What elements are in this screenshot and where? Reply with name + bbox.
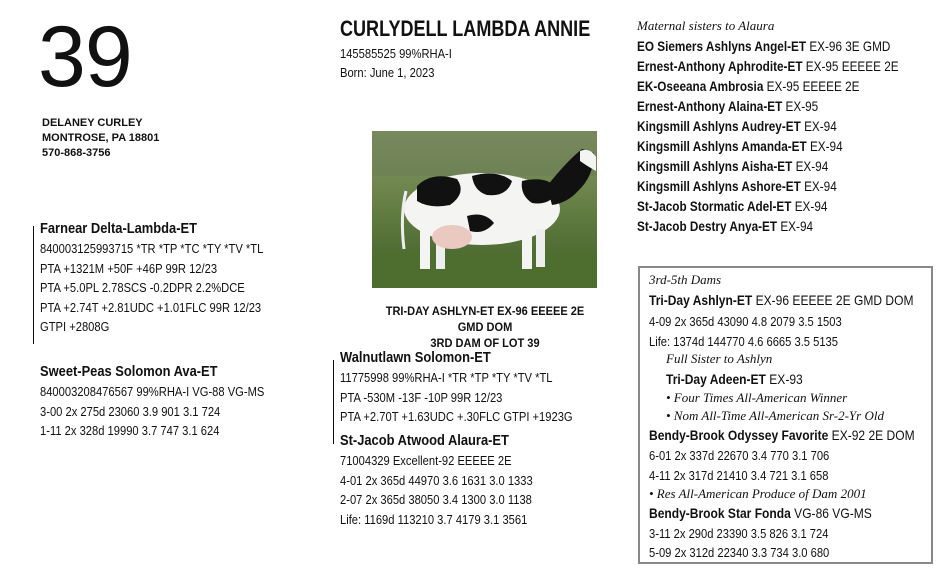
sister-item [637, 116, 899, 136]
sire-bracket [33, 226, 34, 344]
sister-name: St-Jacob Stormatic Adel-ET [637, 198, 792, 214]
consignor-location: MONTROSE, PA 18801 [42, 132, 160, 144]
sister-name: Kingsmill Ashlyns Audrey-ET [637, 118, 801, 134]
sire-line: PTA +5.0PL 2.78SCS -0.2DPR 2.2%DCE [40, 280, 245, 296]
ashlyn-score: EX-96 EEEEE 2E GMD DOM [755, 292, 914, 308]
sister-item [637, 96, 899, 116]
animal-name: CURLYDELL LAMBDA ANNIE [340, 16, 591, 41]
adeen-name: Tri-Day Adeen-ET [666, 371, 766, 387]
sister-score: EX-95 [785, 98, 819, 114]
sister-item [637, 136, 899, 156]
consignor-name: DELANEY CURLEY [42, 117, 143, 129]
sister-score: EX-94 [809, 138, 843, 154]
sire-name: Farnear Delta-Lambda-ET [40, 220, 197, 237]
adeen-note: • Four Times All-American Winner [666, 390, 848, 405]
dam-line: 1-11 2x 328d 19990 3.7 747 3.1 624 [40, 423, 220, 439]
sister-name: Kingsmill Ashlyns Aisha-ET [637, 158, 793, 174]
sister-name: Ernest-Anthony Aphrodite-ET [637, 58, 803, 74]
adeen-score: EX-93 [769, 371, 803, 387]
full-sister-note: Full Sister to Ashlyn [666, 351, 773, 366]
sister-item [637, 196, 899, 216]
sister-score: EX-94 [804, 118, 837, 134]
sister-score: EX-95 EEEEE 2E [766, 78, 860, 94]
sire-line: 840003125993715 *TR *TP *TC *TY *TV *TL [40, 241, 264, 256]
dam-sire-line: PTA -530M -13F -10P 99R 12/23 [340, 389, 503, 405]
animal-id: 145585525 99%RHA-I [340, 46, 452, 61]
granddam-name: St-Jacob Atwood Alaura-ET [340, 432, 509, 449]
animal-born: Born: June 1, 2023 [340, 65, 435, 80]
ashlyn-header [649, 291, 914, 311]
sister-item [637, 56, 899, 76]
photo-caption-line1: TRI-DAY ASHLYN-ET EX-96 EEEEE 2E GMD DOM [385, 304, 585, 334]
sister-name: EK-Oseeana Ambrosia [637, 78, 764, 94]
sire-line: PTA +2.74T +2.81UDC +1.01FLC 99R 12/23 [40, 299, 262, 315]
sire-block [40, 219, 300, 337]
dam-name: Sweet-Peas Solomon Ava-ET [40, 363, 218, 380]
granddam-line: 71004329 Excellent-92 EEEEE 2E [340, 453, 512, 468]
sister-name: St-Jacob Destry Anya-ET [637, 218, 778, 234]
cow-photo [372, 131, 597, 288]
fonda-record: 5-09 2x 312d 22340 3.3 734 3.0 680 [649, 545, 830, 560]
consignor-info [42, 116, 159, 161]
sister-name: Kingsmill Ashlyns Ashore-ET [637, 178, 801, 194]
sister-item [637, 216, 899, 236]
adeen-note: • Nom All-Time All-American Sr-2-Yr Old [666, 408, 884, 423]
dam-sire-line: PTA +2.70T +1.63UDC +.30FLC GTPI +1923G [340, 409, 573, 425]
sister-score: EX-94 [795, 158, 829, 174]
dam-sire-bracket [333, 360, 334, 444]
dam-line: 3-00 2x 275d 23060 3.9 901 3.1 724 [40, 403, 221, 419]
fonda-name: Bendy-Brook Star Fonda [649, 505, 791, 521]
sister-name: Ernest-Anthony Alaina-ET [637, 98, 783, 114]
favorite-record: 4-11 2x 317d 21410 3.4 721 3.1 658 [649, 468, 829, 483]
maternal-sisters [637, 16, 948, 236]
favorite-note: • Res All-American Produce of Dam 2001 [649, 486, 867, 501]
sire-line: PTA +1321M +50F +46P 99R 12/23 [40, 260, 218, 276]
ashlyn-record: 4-09 2x 365d 43090 4.8 2079 3.5 1503 [649, 314, 842, 329]
dam-line: 840003208476567 99%RHA-I VG-88 VG-MS [40, 384, 265, 399]
photo-caption [372, 303, 598, 351]
dam-block [40, 362, 301, 441]
sister-name: Kingsmill Ashlyns Amanda-ET [637, 138, 807, 154]
sister-item [637, 156, 899, 176]
granddam-line: 2-07 2x 365d 38050 3.4 1300 3.0 1138 [340, 492, 532, 508]
dams-3-5-box [638, 266, 933, 564]
sister-score: EX-95 EEEEE 2E [805, 58, 899, 74]
granddam-line: Life: 1169d 113210 3.7 4179 3.1 3561 [340, 511, 528, 527]
ashlyn-record: Life: 1374d 144770 4.6 6665 3.5 5135 [649, 334, 838, 349]
maternal-sisters-heading: Maternal sisters to Alaura [637, 18, 775, 33]
fonda-record: 3-11 2x 290d 23390 3.5 826 3.1 724 [649, 526, 829, 541]
favorite-name: Bendy-Brook Odyssey Favorite [649, 427, 829, 443]
holstein-cow-image [372, 131, 597, 288]
sister-score: EX-94 [794, 198, 828, 214]
fonda-header [649, 504, 872, 524]
favorite-header [649, 426, 915, 446]
fonda-score: VG-86 VG-MS [794, 505, 872, 521]
dam-sire-block [340, 348, 611, 427]
sister-name: EO Siemers Ashlyns Angel-ET [637, 38, 807, 54]
photo-caption-line2: 3RD DAM OF LOT 39 [430, 336, 540, 350]
granddam-block [340, 431, 564, 529]
sister-score: EX-94 [804, 178, 837, 194]
dams-3-5-heading: 3rd-5th Dams [649, 272, 722, 287]
favorite-record: 6-01 2x 337d 22670 3.4 770 3.1 706 [649, 448, 830, 463]
adeen-header [666, 370, 803, 390]
consignor-phone: 570-868-3756 [42, 147, 111, 159]
sister-score: EX-96 3E GMD [809, 38, 891, 54]
sire-line: GTPI +2808G [40, 319, 110, 335]
granddam-line: 4-01 2x 365d 44970 3.6 1631 3.0 1333 [340, 472, 533, 488]
ashlyn-name: Tri-Day Ashlyn-ET [649, 292, 753, 308]
sister-item [637, 76, 899, 96]
dam-sire-name: Walnutlawn Solomon-ET [340, 349, 491, 366]
sister-score: EX-94 [780, 218, 814, 234]
favorite-score: EX-92 2E DOM [831, 427, 915, 443]
lot-number: 39 [38, 9, 132, 105]
sister-item [637, 176, 899, 196]
sister-item [637, 36, 899, 56]
dam-sire-line: 11775998 99%RHA-I *TR *TP *TY *TV *TL [340, 370, 553, 385]
